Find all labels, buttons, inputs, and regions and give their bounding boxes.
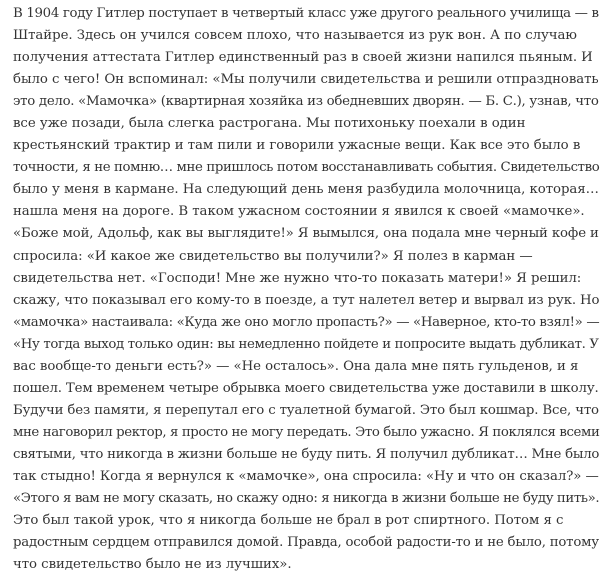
text-line: это дело. «Мамочка» (квартирная хозяйка из обедневших дворян. — Б. С.), узнав, что: [13, 94, 599, 110]
text-line: так стыдно! Когда я вернулся к «мамочке», она спросила: «Ну и что он сказал?» —: [13, 468, 599, 484]
text-line: «Боже мой, Адольф, как вы выглядите!» Я вымылся, она подала мне черный кофе и: [13, 226, 599, 242]
text-line: скажу, что показывал его кому-то в поезде, а тут налетел ветер и вырвал из рук. Но: [13, 292, 600, 308]
text-line: получения аттестата Гитлер единственный раз в своей жизни напился пьяным. И: [13, 50, 593, 66]
text-line: Будучи без памяти, я перепутал его с туалетной бумагой. Это был кошмар. Все, что: [13, 402, 599, 418]
article-paragraph: [13, 3, 599, 576]
text-line: «Ну тогда выход только один: вы немедленно пойдете и попросите выдать дубликат. У: [13, 336, 599, 352]
text-line: Это был такой урок, что я никогда больше не брал в рот спиртного. Потом я с: [13, 513, 564, 529]
text-line: все уже позади, была слегка растрогана. Мы потихоньку поехали в один: [13, 116, 526, 132]
text-line: радостным сердцем отправился домой. Правда, особой радости-то и не было, потому: [13, 535, 599, 551]
text-line: что свидетельство было не из лучших».: [13, 557, 292, 573]
text-line: пошел. Тем временем четыре обрывка моего свидетельства уже доставили в школу.: [13, 380, 599, 396]
text-line: было с чего! Он вспоминал: «Мы получили свидетельства и решили отпраздновать: [13, 72, 599, 88]
text-line: мне наговорил ректор, я просто не могу передать. Это было ужасно. Я поклялся всеми: [13, 424, 600, 440]
text-line: «Этого я вам не могу сказать, но скажу одно: я никогда в жизни больше не буду пить».: [13, 491, 600, 507]
text-line: спросила: «И какое же свидетельство вы получили?» Я полез в карман —: [13, 248, 533, 264]
text-line: нашла меня на дороге. В таком ужасном состоянии я явился к своей «мамочке».: [13, 204, 585, 220]
text-line: крестьянский трактир и там пили и говорили ужасные вещи. Как все это было в: [13, 138, 581, 154]
text-line: было у меня в кармане. На следующий день меня разбудила молочница, которая…: [13, 182, 599, 198]
text-line: святыми, что никогда в жизни больше не буду пить. Я получил дубликат… Мне было: [13, 446, 600, 462]
text-line: «мамочка» настаивала: «Куда же оно могло пропасть?» — «Наверное, кто-то взял!» —: [13, 314, 600, 330]
text-line: В 1904 году Гитлер поступает в четвертый класс уже другого реального училища — в: [13, 6, 599, 21]
text-line: вас вообще-то деньги есть?» — «Не осталось». Она дала мне пять гульденов, и я: [13, 358, 579, 374]
text-line: Штайре. Здесь он учился совсем плохо, что называется из рук вон. А по случаю: [13, 28, 577, 44]
text-line: свидетельства нет. «Господи! Мне же нужно что-то показать матери!» Я решил:: [13, 270, 582, 286]
text-line: точности, я не помню… мне пришлось потом восстанавливать события. Свидетельство: [13, 160, 600, 176]
